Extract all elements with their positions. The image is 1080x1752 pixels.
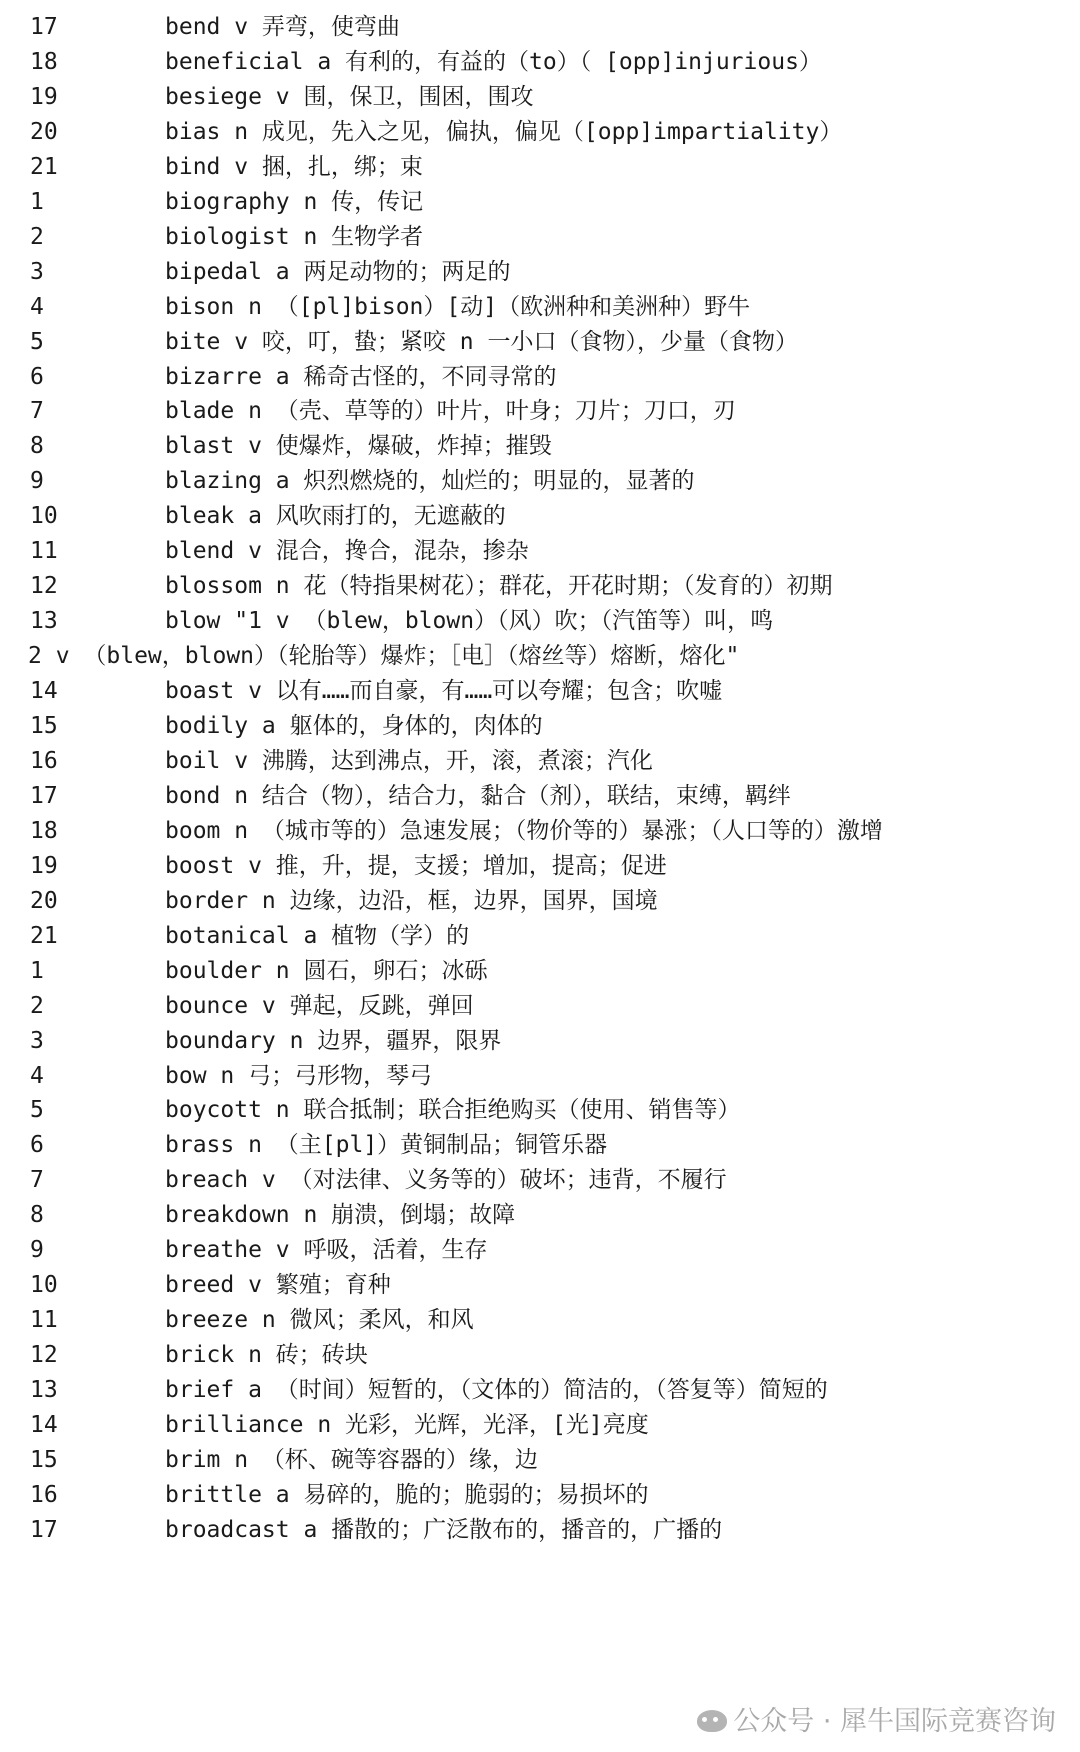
entry-text: boast v 以有……而自豪，有……可以夸耀；包含；吹嘘	[165, 678, 723, 705]
list-item	[0, 1301, 1080, 1340]
entry-number: 5	[30, 1097, 44, 1124]
entry-text: brief a （时间）短暂的，（文体的）简洁的，（答复等）简短的	[165, 1377, 828, 1404]
entry-number: 1	[30, 188, 44, 215]
entry-text: broadcast a 播散的；广泛散布的，播音的，广播的	[165, 1516, 723, 1543]
list-item	[0, 392, 1080, 431]
entry-number: 3	[30, 258, 44, 285]
entry-text: bounce v 弹起，反跳，弹回	[165, 992, 474, 1019]
entry-text: boundary n 边界，疆界，限界	[165, 1027, 502, 1054]
entry-number: 17	[30, 782, 58, 809]
list-item	[0, 183, 1080, 222]
list-item	[0, 707, 1080, 746]
entry-number: 15	[30, 713, 58, 739]
entry-text: boom n （城市等的）急速发展；（物价等的）暴涨；（人口等的）激增	[165, 817, 883, 844]
entry-text: blow "1 v （blew，blown）（风）吹；（汽笛等）叫，鸣	[165, 608, 774, 635]
entry-text: besiege v 围，保卫，围困，围攻	[165, 83, 534, 110]
watermark	[697, 1702, 1056, 1742]
list-item	[0, 1091, 1080, 1130]
list-item	[0, 427, 1080, 466]
entry-number: 2	[30, 992, 44, 1019]
list-item	[0, 43, 1080, 82]
entry-text: border n 边缘，边沿，框，边界，国界，国境	[165, 887, 658, 914]
entry-number: 8	[30, 1202, 44, 1229]
entry-number: 18	[30, 48, 58, 75]
entry-number: 4	[30, 1062, 44, 1089]
list-item-continuation	[0, 637, 1080, 676]
entry-text: boulder n 圆石，卵石；冰砾	[165, 957, 488, 984]
entry-number: 14	[30, 1412, 58, 1438]
entry-number: 13	[30, 1377, 58, 1404]
entry-number: 12	[30, 573, 58, 600]
entry-text: boycott n 联合抵制；联合拒绝购买（使用、销售等）	[165, 1097, 741, 1124]
list-item	[0, 602, 1080, 641]
entry-number: 9	[30, 468, 44, 495]
entry-number: 17	[30, 14, 58, 40]
list-item	[0, 1266, 1080, 1305]
list-item	[0, 847, 1080, 886]
entry-number: 1	[30, 957, 44, 984]
entry-text: bleak a 风吹雨打的，无遮蔽的	[165, 503, 506, 530]
entry-number: 7	[30, 398, 44, 425]
entry-number: 7	[30, 1167, 44, 1194]
list-item	[0, 987, 1080, 1026]
entry-number: 6	[30, 1132, 44, 1159]
entry-number: 14	[30, 678, 58, 705]
list-item	[0, 1441, 1080, 1480]
entry-text: bond n 结合（物），结合力，黏合（剂），联结，束缚，羁绊	[165, 782, 791, 809]
list-item	[0, 1231, 1080, 1270]
entry-text: bizarre a 稀奇古怪的，不同寻常的	[165, 363, 557, 390]
entry-text: bow n 弓；弓形物，琴弓	[165, 1062, 433, 1089]
list-item	[0, 1371, 1080, 1410]
entry-number: 2	[30, 223, 44, 250]
entry-number: 13	[30, 608, 58, 635]
list-item	[0, 1196, 1080, 1235]
entry-text: breeze n 微风；柔风，和风	[165, 1307, 474, 1334]
entry-number: 19	[30, 852, 58, 879]
entry-text: botanical a 植物（学）的	[165, 922, 470, 949]
entry-text: bind v 捆，扎，绑；束	[165, 153, 423, 180]
list-item	[0, 8, 1080, 47]
entry-text: bodily a 躯体的，身体的，肉体的	[165, 713, 543, 739]
entry-text: bend v 弄弯，使弯曲	[165, 14, 400, 40]
list-item	[0, 532, 1080, 571]
entry-number: 10	[30, 503, 58, 530]
list-item	[0, 1057, 1080, 1096]
entry-number: 21	[30, 153, 58, 180]
list-item	[0, 952, 1080, 991]
list-item	[0, 1126, 1080, 1165]
wechat-icon	[697, 1710, 727, 1732]
entry-number: 11	[30, 538, 58, 565]
list-item	[0, 358, 1080, 397]
entry-text: blossom n 花（特指果树花）；群花，开花时期；（发育的）初期	[165, 573, 833, 600]
list-item	[0, 462, 1080, 501]
entry-number: 8	[30, 433, 44, 460]
entry-number: 6	[30, 363, 44, 390]
entry-text: brim n （杯、碗等容器的）缘，边	[165, 1446, 538, 1473]
entry-number: 15	[30, 1446, 58, 1473]
entry-text: biologist n 生物学者	[165, 223, 424, 250]
entry-text: brick n 砖；砖块	[165, 1342, 368, 1369]
entry-number: 11	[30, 1307, 58, 1334]
entry-text: beneficial a 有利的，有益的（to）（ [opp]injurious）	[165, 48, 822, 75]
entry-text: blazing a 炽烈燃烧的，灿烂的；明显的，显著的	[165, 468, 695, 495]
list-item	[0, 742, 1080, 781]
list-item	[0, 218, 1080, 257]
entry-text: blast v 使爆炸，爆破，炸掉；摧毁	[165, 433, 552, 460]
list-item	[0, 78, 1080, 117]
entry-text: brass n （主[pl]）黄铜制品；铜管乐器	[165, 1132, 608, 1159]
entry-text: biography n 传，传记	[165, 188, 424, 215]
entry-text: breathe v 呼吸，活着，生存	[165, 1237, 488, 1264]
entry-text: bite v 咬，叮，蛰；紧咬 n 一小口（食物），少量（食物）	[165, 328, 798, 355]
entry-number: 9	[30, 1237, 44, 1264]
list-item	[0, 882, 1080, 921]
list-item	[0, 323, 1080, 362]
entry-text: 2 v （blew，blown）（轮胎等）爆炸；［电］（熔丝等）熔断，熔化"	[28, 643, 740, 670]
entry-number: 21	[30, 922, 58, 949]
entry-number: 17	[30, 1516, 58, 1543]
list-item	[0, 1022, 1080, 1061]
entry-number: 16	[30, 747, 58, 774]
list-item	[0, 672, 1080, 711]
entry-number: 19	[30, 83, 58, 110]
list-item	[0, 812, 1080, 851]
entry-number: 20	[30, 887, 58, 914]
entry-text: bipedal a 两足动物的；两足的	[165, 258, 511, 285]
list-item	[0, 917, 1080, 956]
entry-text: bias n 成见，先入之见，偏执，偏见（[opp]impartiality）	[165, 118, 843, 145]
entry-text: breakdown n 崩溃，倒塌；故障	[165, 1202, 516, 1229]
entry-text: blend v 混合，搀合，混杂，掺杂	[165, 538, 529, 565]
entry-number: 10	[30, 1272, 58, 1299]
list-item	[0, 1336, 1080, 1375]
list-item	[0, 113, 1080, 152]
entry-text: brilliance n 光彩，光辉，光泽，[光]亮度	[165, 1412, 649, 1438]
list-item	[0, 288, 1080, 327]
entry-number: 3	[30, 1027, 44, 1054]
entry-number: 20	[30, 118, 58, 145]
list-item	[0, 1161, 1080, 1200]
entry-text: boil v 沸腾，达到沸点，开，滚，煮滚；汽化	[165, 747, 653, 774]
list-item	[0, 1406, 1080, 1445]
list-item	[0, 777, 1080, 816]
list-item	[0, 148, 1080, 187]
entry-text: bison n （[pl]bison）[动]（欧洲种和美洲种）野牛	[165, 293, 751, 320]
list-item	[0, 567, 1080, 606]
entry-number: 16	[30, 1481, 58, 1508]
list-item	[0, 1476, 1080, 1515]
entry-text: boost v 推，升，提，支援；增加，提高；促进	[165, 852, 667, 879]
entry-number: 18	[30, 817, 58, 844]
entry-number: 5	[30, 328, 44, 355]
list-item	[0, 497, 1080, 536]
entry-number: 4	[30, 293, 44, 320]
entry-number: 12	[30, 1342, 58, 1369]
list-item	[0, 253, 1080, 292]
entry-text: blade n （壳、草等的）叶片，叶身；刀片；刀口，刃	[165, 398, 736, 425]
entry-text: breed v 繁殖；育种	[165, 1272, 391, 1299]
entry-text: breach v （对法律、义务等的）破坏；违背，不履行	[165, 1167, 727, 1194]
watermark-text: 公众号 · 犀牛国际竞赛咨询	[733, 1706, 1056, 1737]
list-item	[0, 1511, 1080, 1550]
entry-text: brittle a 易碎的，脆的；脆弱的；易损坏的	[165, 1481, 649, 1508]
